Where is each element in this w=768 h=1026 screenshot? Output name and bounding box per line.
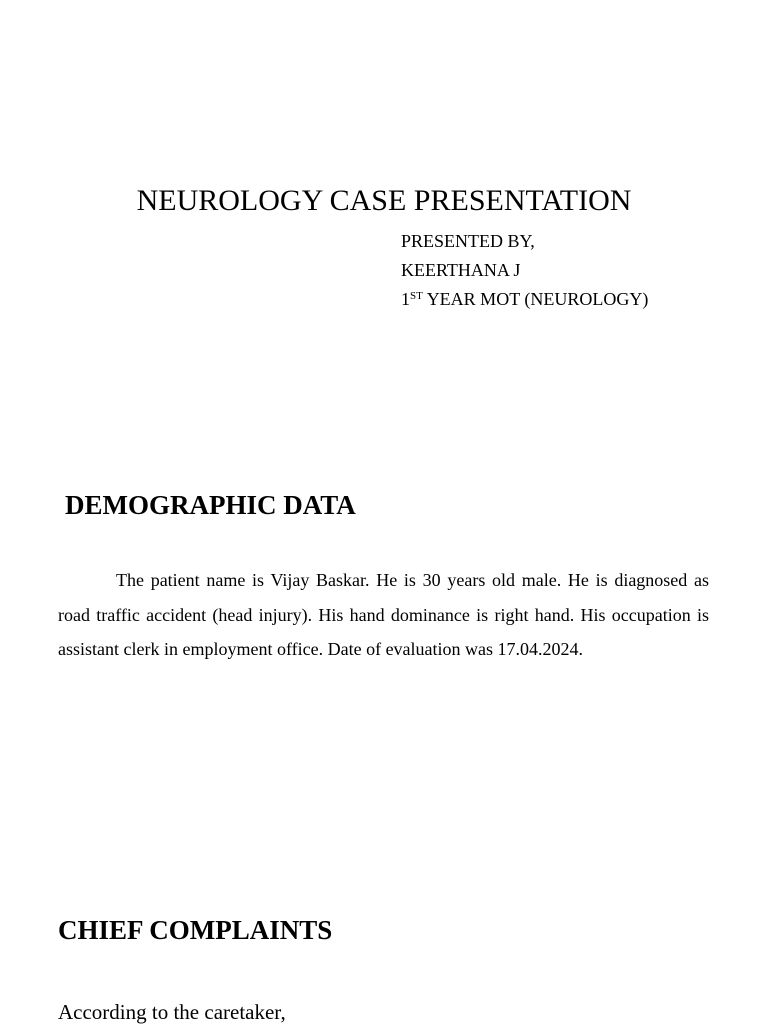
- year-number: 1: [401, 289, 410, 309]
- year-suffix: ST: [410, 290, 423, 302]
- chief-complaints-intro: According to the caretaker,: [58, 1000, 286, 1024]
- demographic-data-heading: DEMOGRAPHIC DATA: [65, 490, 356, 520]
- chief-complaints-heading: CHIEF COMPLAINTS: [58, 915, 333, 945]
- presenter-name: KEERTHANA J: [401, 260, 521, 280]
- presented-by-label: PRESENTED BY,: [401, 231, 535, 251]
- presenter-block: [401, 227, 648, 314]
- course-name: YEAR MOT (NEUROLOGY): [426, 289, 649, 309]
- document-title: NEUROLOGY CASE PRESENTATION: [136, 184, 632, 217]
- presenter-course-line: [401, 285, 648, 314]
- demographic-data-paragraph: The patient name is Vijay Baskar. He is 30 years old male. He is diagnosed as road traffic accident (head injury). His hand dominance is right hand. His occupation is assistant clerk in employment office. Date of evaluation was 17.04.2024.: [58, 570, 709, 660]
